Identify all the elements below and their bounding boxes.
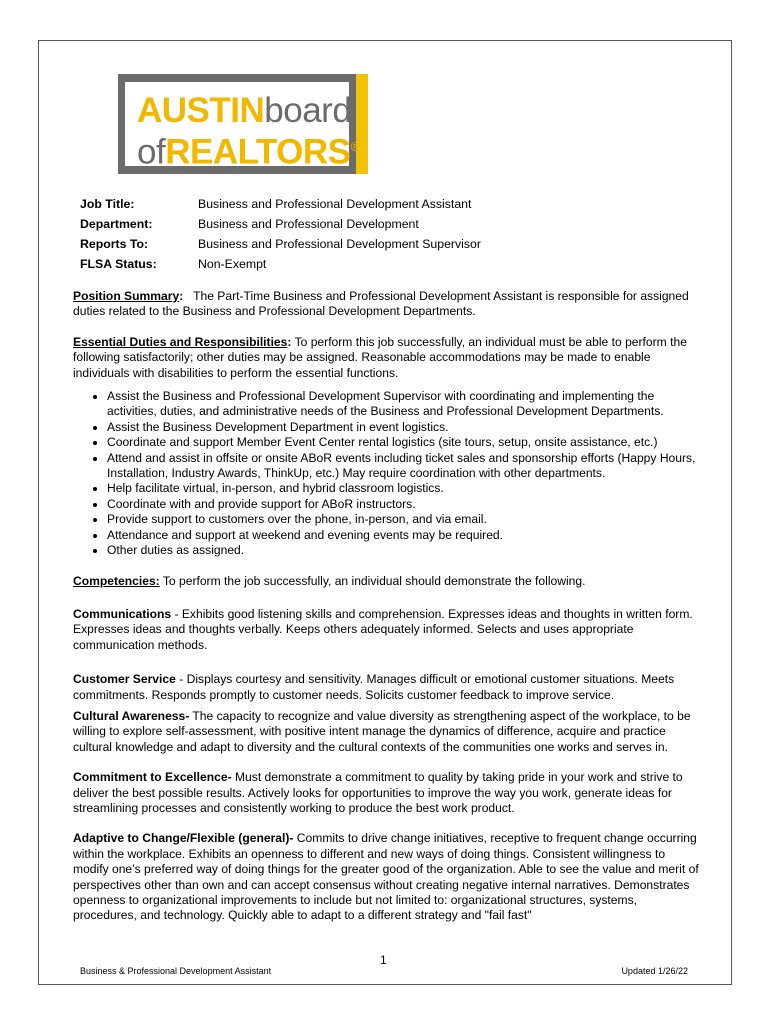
- essential-duties-text: To perform this job successfully, an individual must be able to perform the following satisfactorily; other duties may be assigned. Reasonable accommodations may be made to enable individuals with disabilities to perform the essential functions.: [73, 334, 687, 380]
- customer-service: [73, 672, 703, 703]
- excellence-heading: Commitment to Excellence-: [73, 770, 232, 785]
- list-item: • Coordinate with and provide support for ABoR instructors.: [107, 497, 703, 512]
- meta-value: Non-Exempt: [198, 257, 267, 271]
- communications: [73, 607, 703, 653]
- position-summary-text: The Part-Time Business and Professional Development Assistant is responsible for assigned duties related to the Business and Professional Development Departments.: [73, 289, 689, 319]
- list-item: • Coordinate and support Member Event Center rental logistics (site tours, setup, onsite assistance, etc.): [107, 435, 703, 450]
- communications-heading: Communications: [73, 606, 172, 621]
- cultural-awareness-heading: Cultural Awareness-: [73, 708, 190, 723]
- customer-service-text: - Displays courtesy and sensitivity. Manages difficult or emotional customer situations. Meets commitments. Responds promptly to customer needs. Solicits customer feedback to improve service.: [73, 672, 675, 702]
- adaptive-heading: Adaptive to Change/Flexible (general)-: [73, 831, 294, 846]
- meta-value: Business and Professional Development: [198, 217, 419, 231]
- meta-row-department: [80, 216, 481, 236]
- meta-label: Job Title:: [80, 197, 135, 211]
- job-meta-table: [80, 196, 481, 276]
- meta-label: Department:: [80, 217, 153, 231]
- commitment-to-excellence: [73, 770, 703, 816]
- meta-value: Business and Professional Development Assistant: [198, 197, 472, 211]
- adaptive-to-change: [73, 831, 703, 923]
- competencies-text: To perform the job successfully, an individual should demonstrate the following.: [162, 573, 586, 588]
- list-item: • Assist the Business Development Department in event logistics.: [107, 420, 703, 435]
- competencies-heading: Competencies:: [73, 573, 160, 588]
- meta-value: Business and Professional Development Supervisor: [198, 237, 481, 251]
- meta-row-flsa-status: [80, 256, 481, 276]
- excellence-text: Must demonstrate a commitment to quality by taking pride in your work and strive to deliver the best possible results. Actively looks for opportunities to improve the way you work, generate ideas for streamlining processes and consistently working to produce the best work product.: [73, 770, 683, 815]
- logo-inner: [125, 82, 360, 172]
- competencies: [73, 574, 703, 589]
- logo-board: board: [264, 91, 352, 130]
- meta-label: Reports To:: [80, 237, 149, 251]
- customer-service-heading: Customer Service: [73, 672, 176, 687]
- logo-austin: AUSTIN: [137, 91, 265, 130]
- page-number: 1: [380, 953, 387, 967]
- list-item: • Other duties as assigned.: [107, 543, 703, 558]
- logo-of: of: [137, 132, 166, 172]
- duties-list: [73, 389, 703, 558]
- cultural-awareness-text: The capacity to recognize and value diversity as strengthening aspect of the workplace, to be willing to explore self-assessment, with positive intent manage the dynamics of difference, acquire and practice cultural knowledge and adapt to diversity and the cultural contexts of the communities one works and serves in.: [73, 708, 691, 754]
- list-item: • Provide support to customers over the phone, in-person, and via email.: [107, 512, 703, 527]
- list-item: • Attendance and support at weekend and evening events may be required.: [107, 528, 703, 543]
- essential-duties-heading: Essential Duties and Responsibilities: [73, 334, 288, 349]
- footer-updated: Updated 1/26/22: [621, 966, 688, 976]
- meta-row-reports-to: [80, 236, 481, 256]
- logo-line-1: [137, 92, 351, 130]
- meta-row-job-title: [80, 196, 481, 216]
- meta-label: FLSA Status:: [80, 257, 157, 271]
- logo-realtors: REALTORS: [165, 132, 351, 172]
- position-summary: Position Summary: The Part-Time Business and Professional Development Assistant is responsible for assigned duties related to the Business and Professional Development Departments.: [73, 289, 689, 319]
- logo-line-2: [137, 128, 360, 172]
- list-item: • Attend and assist in offsite or onsite ABoR events including ticket sales and sponsorship efforts (Happy Hours, Installation, Industry Awards, ThinkUp, etc.) May require coordination with other departments.: [107, 451, 703, 482]
- essential-duties: Essential Duties and Responsibilities: To perform this job successfully, an individual must be able to perform the following satisfactorily; other duties may be assigned. Reasonable accommodations may be made to enable individuals with disabilities to perform the essential functions.: [73, 334, 687, 380]
- position-summary-heading: Position Summary: [73, 289, 180, 303]
- cultural-awareness: [73, 709, 703, 755]
- adaptive-text: Commits to drive change initiatives, receptive to frequent change occurring within the workplace. Exhibits an openness to different and new ways of doing things. Consistent willingness to modify one’s preferred way of doing things for the greater good of the organization. Able to see the value and merit of perspectives other than own and can accept consensus without creating negative internal narratives. Demonstrates openness to organizational improvements to include but not limited to: organizational structures, systems, procedures, and technology. Quickly able to adapt to a different strategy and "fail fast": [73, 831, 699, 923]
- austin-board-of-realtors-logo: [118, 74, 368, 174]
- registered-mark: ®: [350, 139, 360, 154]
- list-item: • Assist the Business and Professional Development Supervisor with coordinating and implementing the activities, duties, and administrative needs of the Business and Professional Development Departments.: [107, 389, 703, 420]
- footer-title: Business & Professional Development Assistant: [80, 966, 272, 976]
- list-item: • Help facilitate virtual, in-person, and hybrid classroom logistics.: [107, 481, 703, 496]
- communications-text: - Exhibits good listening skills and comprehension. Expresses ideas and thoughts in written form. Expresses ideas and thoughts verbally. Keeps others adequately informed. Selects and uses appropriate communication methods.: [73, 606, 693, 652]
- document-body: [73, 289, 703, 924]
